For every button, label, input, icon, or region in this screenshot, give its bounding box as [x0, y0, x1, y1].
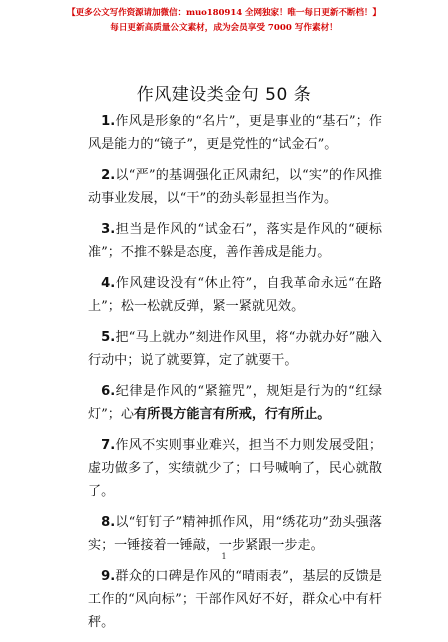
list-item	[88, 164, 382, 210]
item-text: 纪律是作风的“紧箍咒”，规矩是行为的“红绿灯”；心	[88, 384, 382, 422]
item-number: 4.	[101, 276, 116, 291]
item-text: 作风是形象的“名片”，更是事业的“基石”；作风是能力的“镜子”，更是党性的“试金石”。	[88, 114, 382, 152]
promo-banner-line-1: 【更多公文写作资源请加微信：muo180914 全网独家！唯一每日更新不断档！】	[67, 8, 381, 18]
item-number: 8.	[101, 515, 116, 530]
item-text: 把“马上就办”刻进作风里，将“办就办好”融入行动中；说了就要算，定了就要干。	[88, 330, 382, 368]
item-text: 群众的口碑是作风的“晴雨表”，基层的反馈是工作的“风向标”；干部作风好不好，群众心中有杆秤。	[88, 569, 382, 630]
page-title: 作风建设类金句 50 条	[136, 85, 312, 105]
item-text-bold: 有所畏方能言有所戒，行有所止。	[133, 407, 331, 422]
item-number: 1.	[101, 114, 116, 129]
item-number: 3.	[101, 222, 116, 237]
item-number: 2.	[101, 168, 116, 183]
item-number: 7.	[101, 438, 116, 453]
page-number: 1	[221, 552, 227, 561]
item-text: 以“严”的基调强化正风肃纪，以“实”的作风推动事业发展，以“干”的劲头彰显担当作为。	[88, 168, 382, 206]
item-number: 5.	[101, 330, 116, 345]
item-text: 作风不实则事业难兴，担当不力则发展受阻；虚功做多了，实绩就少了；口号喊响了，民心就散了。	[88, 438, 382, 499]
promo-banner-line-2: 每日更新高质量公文素材，成为会员享受 7000 写作素材！	[110, 23, 338, 33]
item-text: 担当是作风的“试金石”，落实是作风的“硬标准”；不推不躲是态度，善作善成是能力。	[88, 222, 382, 260]
list-item	[88, 272, 382, 318]
item-text: 以“钉钉子”精神抓作风，用“绣花功”劲头强落实；一锤接着一锤敲，一步紧跟一步走。	[88, 515, 382, 553]
list-item	[88, 218, 382, 264]
list-item	[88, 326, 382, 372]
item-text: 作风建设没有“休止符”，自我革命永远“在路上”；松一松就反弹，紧一紧就见效。	[88, 276, 382, 314]
list-item	[88, 380, 382, 426]
list-item	[88, 511, 382, 557]
list-item	[88, 110, 382, 156]
item-number: 9.	[101, 569, 116, 584]
list-item	[88, 565, 382, 634]
quote-list	[88, 110, 382, 642]
item-number: 6.	[101, 384, 116, 399]
list-item	[88, 434, 382, 503]
